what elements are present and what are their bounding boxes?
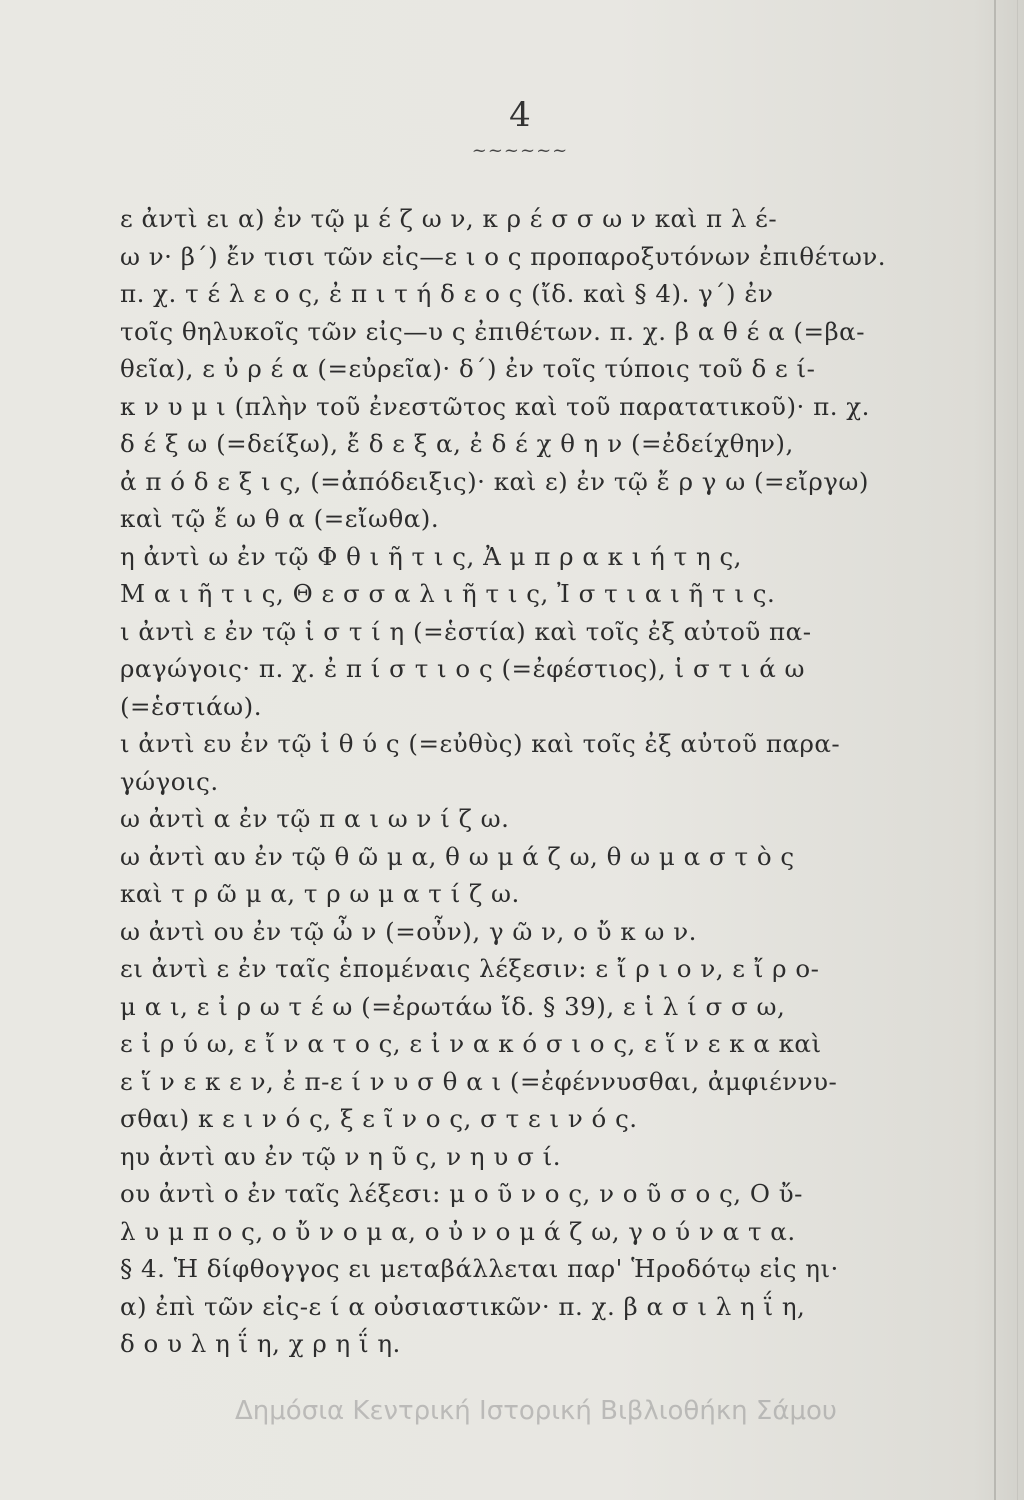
- library-watermark: Δημόσια Κεντρική Ιστορική Βιβλιοθήκη Σάμου: [235, 1396, 837, 1426]
- page-edge: [994, 0, 996, 1500]
- text-line: ου ἀντὶ ο ἐν ταῖς λέξεσι: μ ο ῦ ν ο ς, ν ο ῦ σ ο ς, Ο ὔ-: [120, 1179, 803, 1208]
- body-text: [120, 200, 940, 1363]
- text-line: ραγώγοις· π. χ. ἐ π ί σ τ ι ο ς (=ἐφέστιος), ἱ σ τ ι ά ω: [120, 654, 806, 683]
- text-line: ω ἀντὶ α ἐν τῷ π α ι ω ν ί ζ ω.: [120, 804, 510, 833]
- ornament-divider: ~~~~~~: [471, 140, 569, 161]
- text-line: ι ἀντὶ ευ ἐν τῷ ἰ θ ύ ς (=εὐθὺς) καὶ τοῖς ἐξ αὐτοῦ παρα-: [120, 729, 841, 758]
- text-line: λ υ μ π ο ς, ο ὔ ν ο μ α, ο ὐ ν ο μ ά ζ ω, γ ο ύ ν α τ α.: [120, 1216, 796, 1246]
- text-line: ηυ ἀντὶ αυ ἐν τῷ ν η ῦ ς, ν η υ σ ί.: [120, 1141, 561, 1171]
- text-line: § 4. Ἡ δίφθογγος ει μεταβάλλεται παρ' Ἡροδότῳ εἰς ηι·: [120, 1254, 839, 1283]
- text-line: ει ἀντὶ ε ἐν ταῖς ἑπομέναις λέξεσιν: ε ἴ ρ ι ο ν, ε ἴ ρ ο-: [120, 954, 820, 983]
- text-line: ω ἀντὶ αυ ἐν τῷ θ ῶ μ α, θ ω μ ά ζ ω, θ ω μ α σ τ ὸ ς: [120, 841, 795, 871]
- page-edge-outer: [1017, 0, 1018, 1500]
- text-line: κ ν υ μ ι (πλὴν τοῦ ἐνεστῶτος καὶ τοῦ παρατατικοῦ)· π. χ.: [120, 391, 870, 421]
- text-line: ι ἀντὶ ε ἐν τῷ ἱ σ τ ί η (=ἑστία) καὶ τοῖς ἐξ αὐτοῦ πα-: [120, 616, 812, 646]
- text-line: ἀ π ό δ ε ξ ι ς, (=ἀπόδειξις)· καὶ ε) ἐν τῷ ἔ ρ γ ω (=εἴργω): [120, 466, 869, 496]
- text-line: ε ἀντὶ ει α) ἐν τῷ μ έ ζ ω ν, κ ρ έ σ σ ω ν καὶ π λ έ-: [120, 204, 778, 233]
- text-line: καὶ τ ρ ῶ μ α, τ ρ ω μ α τ ί ζ ω.: [120, 879, 520, 908]
- text-line: γώγοις.: [120, 766, 219, 796]
- text-line: η ἀντὶ ω ἐν τῷ Φ θ ι ῆ τ ι ς, Ἀ μ π ρ α κ ι ή τ η ς,: [120, 541, 742, 571]
- text-line: ε ἵ ν ε κ ε ν, ἐ π-ε ί ν υ σ θ α ι (=ἐφέννυσθαι, ἀμφιέννυ-: [120, 1066, 838, 1096]
- text-line: θεῖα), ε ὐ ρ έ α (=εὐρεῖα)· δ΄) ἐν τοῖς τύποις τοῦ δ ε ί-: [120, 354, 816, 383]
- text-line: Μ α ι ῆ τ ι ς, Θ ε σ σ α λ ι ῆ τ ι ς, Ἰ σ τ ι α ι ῆ τ ι ς.: [120, 579, 776, 608]
- text-line: ε ἰ ρ ύ ω, ε ἴ ν α τ ο ς, ε ἰ ν α κ ό σ ι ο ς, ε ἵ ν ε κ α καὶ: [120, 1029, 822, 1058]
- text-line: σθαι) κ ε ι ν ό ς, ξ ε ῖ ν ο ς, σ τ ε ι ν ό ς.: [120, 1104, 638, 1133]
- text-line: (=ἑστιάω).: [120, 691, 262, 721]
- text-line: ω ν· β΄) ἔν τισι τῶν εἰς—ε ι ο ς προπαροξυτόνων ἐπιθέτων.: [120, 241, 887, 271]
- text-line: δ ο υ λ η ΐ η, χ ρ η ΐ η.: [120, 1329, 401, 1358]
- text-line: δ έ ξ ω (=δείξω), ἔ δ ε ξ α, ἐ δ έ χ θ η ν (=ἐδείχθην),: [120, 429, 794, 458]
- text-line: ω ἀντὶ ου ἐν τῷ ὦ ν (=οὖν), γ ῶ ν, ο ὔ κ ω ν.: [120, 916, 697, 946]
- page-number: 4: [509, 95, 531, 135]
- text-line: π. χ. τ έ λ ε ο ς, ἐ π ι τ ή δ ε ο ς (ἴδ. καὶ § 4). γ΄) ἐν: [120, 279, 774, 308]
- text-line: καὶ τῷ ἔ ω θ α (=εἴωθα).: [120, 504, 440, 533]
- text-line: μ α ι, ε ἰ ρ ω τ έ ω (=ἐρωτάω ἴδ. § 39), ε ἱ λ ί σ σ ω,: [120, 991, 786, 1021]
- text-line: τοῖς θηλυκοῖς τῶν εἰς—υ ς ἐπιθέτων. π. χ. β α θ έ α (=βα-: [120, 316, 865, 346]
- text-line: α) ἐπὶ τῶν εἰς-ε ί α οὐσιαστικῶν· π. χ. β α σ ι λ η ΐ η,: [120, 1291, 806, 1321]
